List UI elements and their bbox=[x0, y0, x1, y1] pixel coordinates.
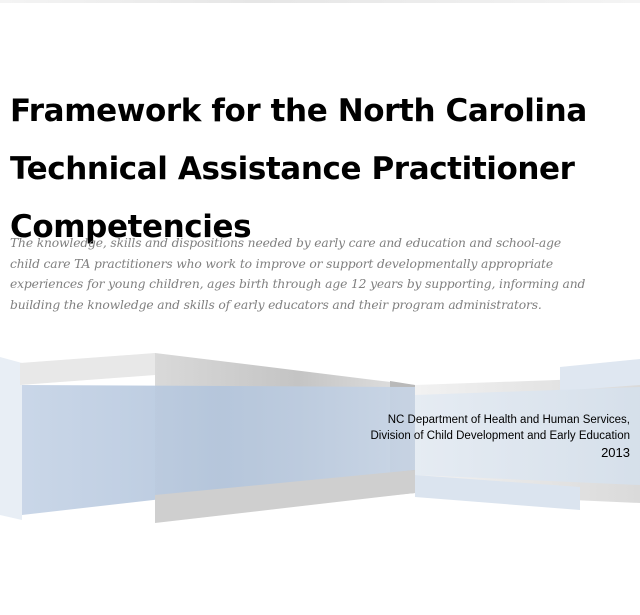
banner-shape bbox=[0, 357, 22, 520]
subtitle-line: The knowledge, skills and dispositions needed by early care and education and school-age bbox=[10, 236, 561, 250]
subtitle-line: building the knowledge and skills of early educators and their program administrators. bbox=[10, 297, 542, 312]
title-line: Framework for the North Carolina bbox=[10, 93, 587, 129]
document-subtitle bbox=[10, 233, 630, 315]
publisher-block bbox=[370, 412, 630, 461]
subtitle-line: experiences for young children, ages birth through age 12 years by supporting, informing and bbox=[10, 277, 586, 291]
title-line: Technical Assistance Practitioner bbox=[10, 151, 575, 187]
top-rule bbox=[0, 0, 640, 3]
publisher-department: NC Department of Health and Human Services, bbox=[387, 414, 630, 426]
banner-shape bbox=[20, 353, 155, 385]
subtitle-line: child care TA practitioners who work to improve or support developmentally appropriate bbox=[10, 256, 553, 271]
title-line: Competencies bbox=[10, 209, 252, 245]
document-title bbox=[10, 82, 630, 256]
publisher-division: Division of Child Development and Early Education bbox=[370, 430, 630, 442]
publication-year: 2013 bbox=[601, 445, 630, 460]
